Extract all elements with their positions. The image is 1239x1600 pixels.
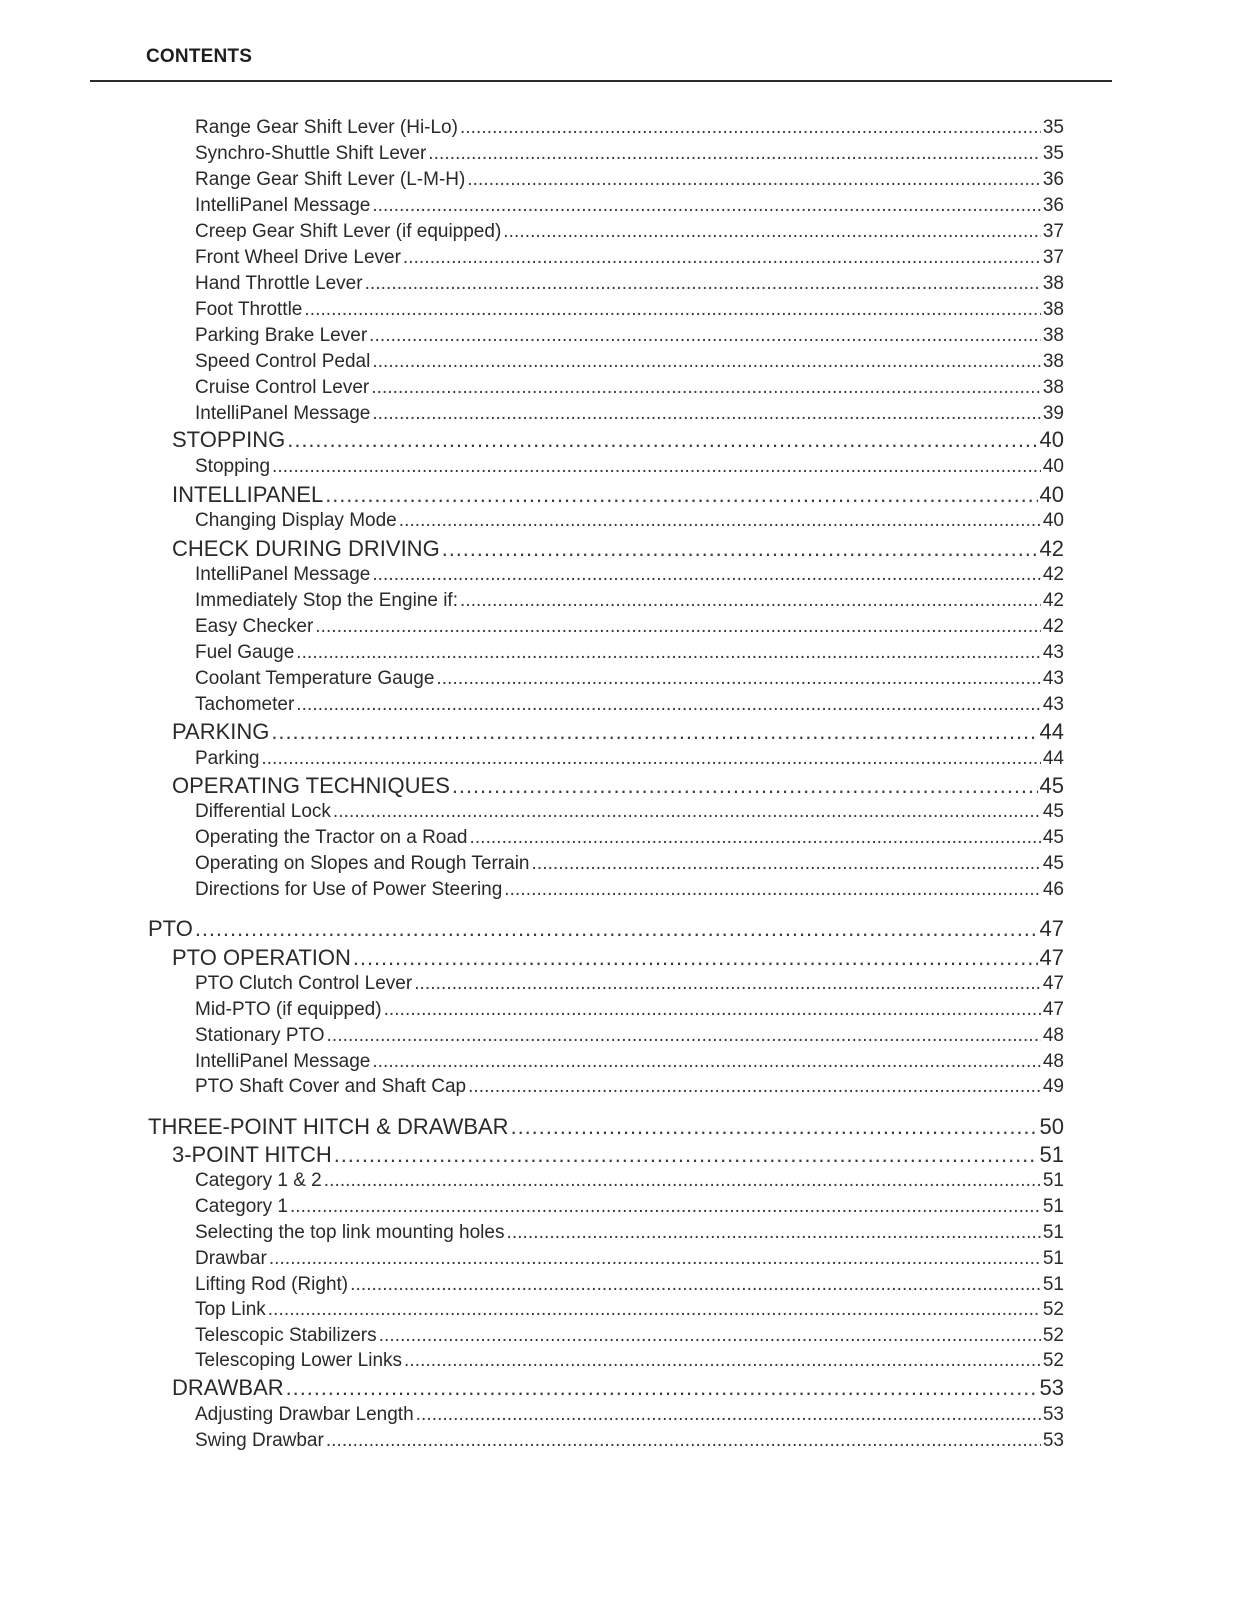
toc-entry-page-number: 40: [1042, 510, 1064, 531]
toc-entry-page-number: 46: [1042, 879, 1064, 900]
toc-entry-title: Telescoping Lower Links: [195, 1350, 403, 1371]
toc-entry: [195, 643, 1064, 662]
toc-dot-leader: [506, 1223, 1040, 1242]
toc-entry: [195, 591, 1064, 610]
toc-entry-title: Changing Display Mode: [195, 510, 397, 531]
toc-entry: [195, 669, 1064, 688]
toc-entry: [195, 695, 1064, 714]
toc-entry: [195, 880, 1064, 899]
toc-entry-page-number: 44: [1039, 719, 1064, 744]
toc-entry-page-number: 48: [1042, 1025, 1064, 1046]
toc-dot-leader: [372, 196, 1041, 215]
toc-entry-title: Telescopic Stabilizers: [195, 1325, 377, 1346]
toc-entry-title: 3-POINT HITCH: [172, 1142, 332, 1167]
toc-entry-page-number: 36: [1042, 169, 1064, 190]
toc-entry: [195, 1197, 1064, 1216]
toc-entry-title: Synchro-Shuttle Shift Lever: [195, 143, 427, 164]
toc-dot-leader: [195, 918, 1038, 940]
toc-entry-title: Creep Gear Shift Lever (if equipped): [195, 221, 502, 242]
toc-entry-title: STOPPING: [172, 427, 286, 452]
toc-entry-page-number: 38: [1042, 351, 1064, 372]
toc-entry-title: PTO: [148, 916, 193, 941]
toc-entry-page-number: 50: [1039, 1114, 1064, 1139]
toc-entry-page-number: 38: [1042, 325, 1064, 346]
toc-entry-page-number: 42: [1039, 536, 1064, 561]
toc-dot-leader: [290, 1197, 1041, 1216]
toc-entry-page-number: 40: [1039, 482, 1064, 507]
toc-entry-title: Adjusting Drawbar Length: [195, 1404, 414, 1425]
toc-dot-leader: [372, 565, 1041, 584]
toc-entry-page-number: 45: [1042, 801, 1064, 822]
toc-entry: [172, 775, 1064, 797]
toc-dot-leader: [467, 170, 1041, 189]
toc-dot-leader: [504, 880, 1041, 899]
toc-entry: [195, 118, 1064, 137]
toc-entry: [195, 1026, 1064, 1045]
toc-entry-page-number: 42: [1042, 616, 1064, 637]
toc-entry-title: Range Gear Shift Lever (Hi-Lo): [195, 117, 458, 138]
toc-dot-leader: [334, 1144, 1038, 1166]
toc-entry: [195, 1405, 1064, 1424]
toc-dot-leader: [296, 695, 1041, 714]
toc-entry-page-number: 40: [1042, 456, 1064, 477]
toc-entry-page-number: 36: [1042, 195, 1064, 216]
toc-entry-title: Easy Checker: [195, 616, 314, 637]
toc-entry: [195, 828, 1064, 847]
toc-dot-leader: [460, 591, 1041, 610]
toc-dot-leader: [271, 721, 1037, 743]
toc-entry-title: Fuel Gauge: [195, 642, 295, 663]
toc-dot-leader: [353, 947, 1038, 969]
toc-entry-title: Coolant Temperature Gauge: [195, 668, 435, 689]
toc-dot-leader: [261, 749, 1040, 768]
toc-entry: [195, 749, 1064, 768]
toc-dot-leader: [372, 352, 1041, 371]
toc-entry-title: Stopping: [195, 456, 271, 477]
toc-entry-title: Foot Throttle: [195, 299, 303, 320]
toc-entry-page-number: 35: [1042, 143, 1064, 164]
toc-entry-title: INTELLIPANEL: [172, 482, 324, 507]
toc-entry-page-number: 47: [1039, 916, 1064, 941]
toc-dot-leader: [503, 222, 1041, 241]
toc-entry-title: Parking Brake Lever: [195, 325, 368, 346]
toc-dot-leader: [369, 326, 1041, 345]
toc-entry-title: PARKING: [172, 719, 270, 744]
toc-entry-page-number: 52: [1042, 1325, 1064, 1346]
toc-dot-leader: [428, 144, 1041, 163]
toc-entry: [195, 854, 1064, 873]
toc-entry: [195, 170, 1064, 189]
toc-entry-title: Tachometer: [195, 694, 295, 715]
toc-dot-leader: [372, 1052, 1041, 1071]
toc-entry-page-number: 40: [1039, 427, 1064, 452]
toc-entry-page-number: 35: [1042, 117, 1064, 138]
toc-dot-leader: [371, 378, 1041, 397]
toc-entry-page-number: 52: [1042, 1350, 1064, 1371]
toc-entry-title: OPERATING TECHNIQUES: [172, 773, 450, 798]
toc-entry-page-number: 39: [1042, 403, 1064, 424]
toc-entry-title: Swing Drawbar: [195, 1430, 324, 1451]
toc-dot-leader: [365, 274, 1041, 293]
toc-dot-leader: [416, 1405, 1041, 1424]
toc-entry-title: IntelliPanel Message: [195, 564, 371, 585]
toc-entry-page-number: 43: [1042, 642, 1064, 663]
toc-entry-page-number: 51: [1042, 1170, 1064, 1191]
toc-entry-title: Front Wheel Drive Lever: [195, 247, 401, 268]
toc-entry-page-number: 44: [1042, 748, 1064, 769]
toc-entry-title: Immediately Stop the Engine if:: [195, 590, 458, 611]
toc-entry-page-number: 53: [1039, 1375, 1064, 1400]
toc-entry-title: Mid-PTO (if equipped): [195, 999, 382, 1020]
toc-entry: [195, 1077, 1064, 1096]
toc-entry: [195, 1326, 1064, 1345]
toc-entry-title: IntelliPanel Message: [195, 403, 371, 424]
toc-entry: [172, 1144, 1064, 1166]
toc-dot-leader: [384, 1000, 1041, 1019]
toc-dot-leader: [326, 1431, 1041, 1450]
toc-entry: [195, 1275, 1064, 1294]
toc-dot-leader: [325, 484, 1037, 506]
toc-dot-leader: [436, 669, 1040, 688]
toc-dot-leader: [532, 854, 1041, 873]
toc-entry-page-number: 52: [1042, 1299, 1064, 1320]
toc-dot-leader: [468, 1077, 1041, 1096]
toc-entry: [195, 300, 1064, 319]
toc-entry-page-number: 48: [1042, 1051, 1064, 1072]
page-header-title: CONTENTS: [146, 46, 253, 67]
toc-entry-title: Cruise Control Lever: [195, 377, 370, 398]
toc-dot-leader: [460, 118, 1041, 137]
toc-entry-page-number: 51: [1042, 1196, 1064, 1217]
toc-dot-leader: [327, 1026, 1041, 1045]
toc-entry: [148, 918, 1064, 940]
toc-dot-leader: [268, 1300, 1041, 1319]
toc-entry-page-number: 38: [1042, 299, 1064, 320]
toc-entry-title: Top Link: [195, 1299, 266, 1320]
toc-entry-title: Directions for Use of Power Steering: [195, 879, 503, 900]
toc-entry-title: Selecting the top link mounting holes: [195, 1222, 505, 1243]
toc-entry: [172, 484, 1064, 506]
toc-entry-page-number: 37: [1042, 247, 1064, 268]
toc-dot-leader: [414, 974, 1041, 993]
toc-entry-title: THREE-POINT HITCH & DRAWBAR: [148, 1114, 509, 1139]
toc-entry-page-number: 53: [1042, 1404, 1064, 1425]
toc-entry-title: Speed Control Pedal: [195, 351, 371, 372]
toc-entry-page-number: 51: [1042, 1274, 1064, 1295]
toc-entry: [195, 404, 1064, 423]
toc-entry-page-number: 45: [1042, 827, 1064, 848]
toc-entry-title: Parking: [195, 748, 260, 769]
toc-entry-title: PTO OPERATION: [172, 945, 351, 970]
toc-entry-title: Range Gear Shift Lever (L-M-H): [195, 169, 466, 190]
toc-entry-page-number: 47: [1039, 945, 1064, 970]
toc-entry: [195, 1000, 1064, 1019]
toc-dot-leader: [272, 457, 1041, 476]
toc-entry: [172, 947, 1064, 969]
toc-entry: [195, 1223, 1064, 1242]
toc-entry: [172, 721, 1064, 743]
toc-entry: [195, 1249, 1064, 1268]
toc-entry-page-number: 45: [1042, 853, 1064, 874]
toc-dot-leader: [399, 511, 1041, 530]
toc-entry-page-number: 38: [1042, 273, 1064, 294]
toc-dot-leader: [442, 538, 1038, 560]
toc-entry-title: DRAWBAR: [172, 1375, 284, 1400]
toc-entry-page-number: 51: [1042, 1222, 1064, 1243]
toc-dot-leader: [379, 1326, 1041, 1345]
toc-entry-title: PTO Clutch Control Lever: [195, 973, 413, 994]
toc-entry-page-number: 47: [1042, 999, 1064, 1020]
toc-entry: [195, 196, 1064, 215]
toc-entry-page-number: 49: [1042, 1076, 1064, 1097]
toc-dot-leader: [296, 643, 1041, 662]
toc-entry-page-number: 43: [1042, 694, 1064, 715]
toc-entry-title: IntelliPanel Message: [195, 1051, 371, 1072]
toc-entry: [195, 1300, 1064, 1319]
toc-dot-leader: [403, 248, 1041, 267]
toc-entry: [195, 248, 1064, 267]
toc-dot-leader: [350, 1275, 1041, 1294]
toc-entry-page-number: 45: [1039, 773, 1064, 798]
toc-entry: [195, 511, 1064, 530]
toc-entry-page-number: 53: [1042, 1430, 1064, 1451]
toc-entry-title: CHECK DURING DRIVING: [172, 536, 440, 561]
toc-entry-page-number: 51: [1042, 1248, 1064, 1269]
toc-entry: [195, 1351, 1064, 1370]
toc-entry-title: Operating the Tractor on a Road: [195, 827, 468, 848]
toc-entry: [195, 974, 1064, 993]
toc-dot-leader: [404, 1351, 1041, 1370]
toc-entry: [172, 1377, 1064, 1399]
toc-entry: [195, 1431, 1064, 1450]
toc-dot-leader: [333, 802, 1041, 821]
toc-entry: [195, 222, 1064, 241]
toc-entry: [195, 565, 1064, 584]
toc-entry-title: Lifting Rod (Right): [195, 1274, 349, 1295]
toc-entry: [195, 144, 1064, 163]
toc-entry-title: Category 1: [195, 1196, 288, 1217]
toc-entry-page-number: 43: [1042, 668, 1064, 689]
toc-dot-leader: [372, 404, 1041, 423]
toc-entry-page-number: 42: [1042, 564, 1064, 585]
toc-dot-leader: [315, 617, 1041, 636]
toc-entry: [195, 457, 1064, 476]
toc-entry-page-number: 47: [1042, 973, 1064, 994]
toc-dot-leader: [287, 429, 1037, 451]
toc-entry: [195, 326, 1064, 345]
toc-entry: [195, 617, 1064, 636]
toc-entry: [195, 1171, 1064, 1190]
toc-entry: [172, 538, 1064, 560]
toc-dot-leader: [452, 775, 1038, 797]
toc-entry: [195, 378, 1064, 397]
toc-entry-title: Operating on Slopes and Rough Terrain: [195, 853, 530, 874]
toc-entry-title: Stationary PTO: [195, 1025, 325, 1046]
toc-entry: [195, 352, 1064, 371]
toc-entry-title: IntelliPanel Message: [195, 195, 371, 216]
toc-entry-page-number: 51: [1039, 1142, 1064, 1167]
toc-entry: [172, 429, 1064, 451]
toc-entry-title: PTO Shaft Cover and Shaft Cap: [195, 1076, 467, 1097]
toc-entry: [195, 802, 1064, 821]
toc-dot-leader: [269, 1249, 1041, 1268]
toc-entry-page-number: 37: [1042, 221, 1064, 242]
toc-dot-leader: [324, 1171, 1041, 1190]
toc-entry-page-number: 42: [1042, 590, 1064, 611]
toc-entry-title: Category 1 & 2: [195, 1170, 322, 1191]
toc-entry-title: Drawbar: [195, 1248, 267, 1269]
toc-dot-leader: [470, 828, 1041, 847]
toc-entry: [148, 1116, 1064, 1138]
toc-dot-leader: [511, 1116, 1038, 1138]
toc-entry: [195, 274, 1064, 293]
toc-entry: [195, 1052, 1064, 1071]
toc-entry-title: Differential Lock: [195, 801, 331, 822]
toc-dot-leader: [286, 1377, 1038, 1399]
toc-entry-page-number: 38: [1042, 377, 1064, 398]
toc-entry-title: Hand Throttle Lever: [195, 273, 363, 294]
toc-dot-leader: [304, 300, 1040, 319]
